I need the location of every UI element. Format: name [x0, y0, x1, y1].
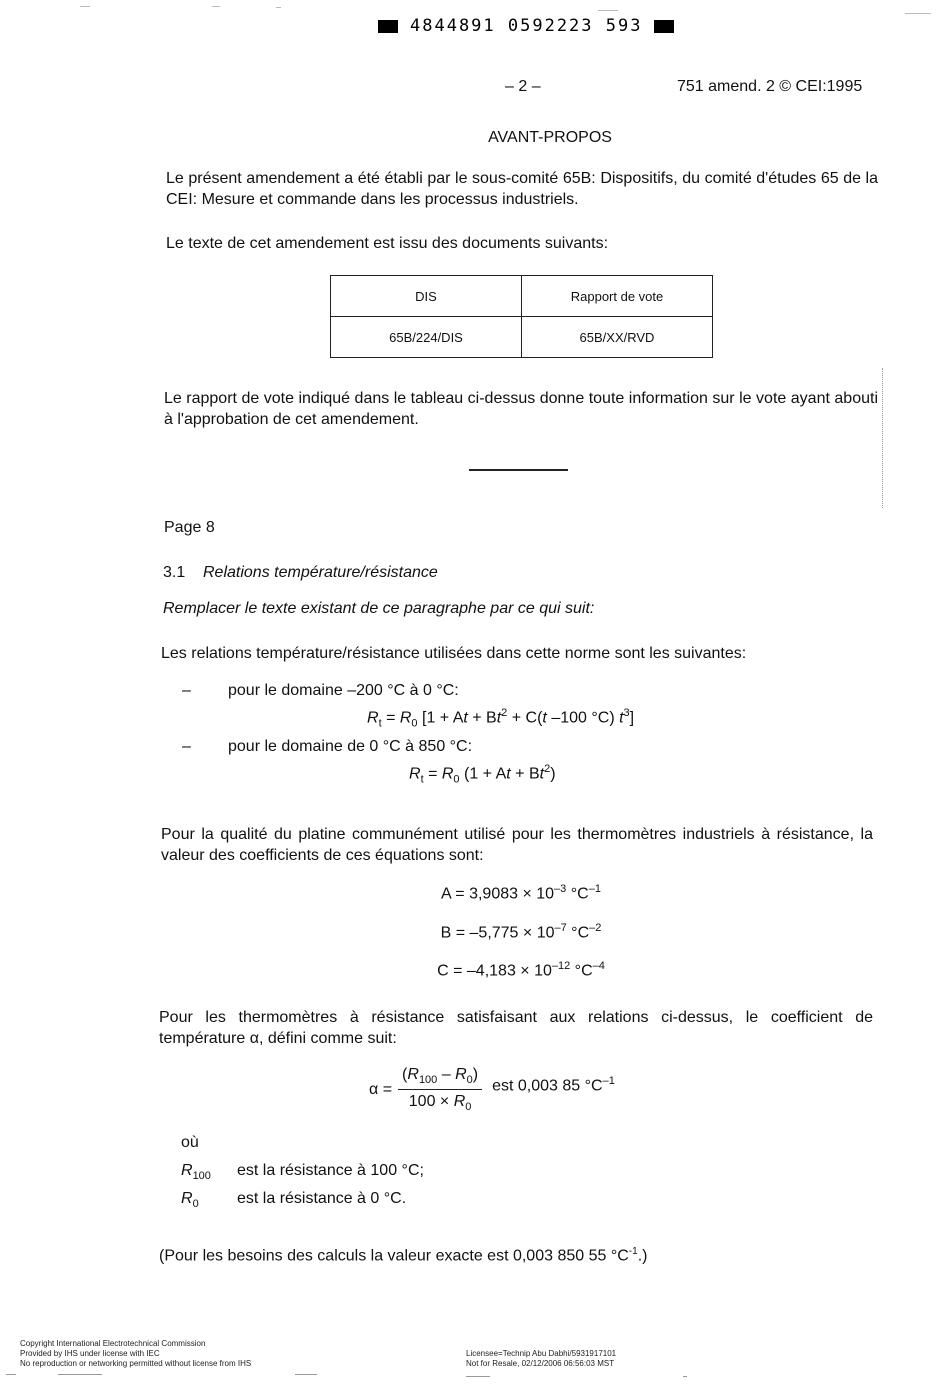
- equation-high-range: [409, 763, 556, 786]
- eq-superscript: 2: [501, 707, 508, 719]
- definition-symbol: [181, 1190, 237, 1210]
- page-number: – 2 –: [505, 78, 541, 95]
- eq-symbol: R: [399, 709, 412, 727]
- eq-symbol: R: [407, 1066, 419, 1083]
- exact-value-note: [159, 1246, 647, 1265]
- scan-speck: [80, 6, 90, 7]
- note-text: (Pour les besoins des calculs la valeur exacte est 0,003 850 55 °C: [159, 1247, 629, 1265]
- table-row: [331, 317, 713, 358]
- coefficient-c: [0, 960, 950, 980]
- eq-symbol: R: [181, 1162, 193, 1179]
- eq-text: (1 + A: [459, 765, 507, 783]
- eq-symbol: R: [455, 1066, 467, 1083]
- eq-symbol: t: [506, 765, 511, 783]
- alpha-fraction: [398, 1066, 482, 1113]
- eq-text: ): [550, 765, 556, 783]
- barcode-block-left: [378, 20, 398, 33]
- alpha-result: [492, 1075, 615, 1095]
- coef-name: B: [440, 924, 452, 942]
- eq-text: + C(: [507, 709, 543, 727]
- section-divider: [469, 469, 568, 471]
- scan-speck: [905, 13, 931, 14]
- section-number: 3.1: [163, 564, 186, 581]
- footer-line: Copyright International Electrotechnical Commission: [20, 1339, 206, 1348]
- scan-margin-artifact: [882, 368, 884, 508]
- eq-symbol: R: [181, 1190, 193, 1207]
- note-text: .): [637, 1247, 648, 1265]
- documents-table: [330, 275, 713, 358]
- coef-value: = 3,9083 × 10: [450, 885, 555, 903]
- table-header-cell: DIS: [331, 276, 522, 317]
- eq-text: + B: [467, 709, 497, 727]
- fraction-denominator: [409, 1090, 472, 1113]
- barcode-text: 4844891 0592223 593: [410, 16, 643, 36]
- eq-symbol: R: [409, 765, 421, 783]
- coef-exponent: –7: [554, 922, 567, 934]
- eq-subscript: 0: [192, 1198, 199, 1211]
- footer-line: No reproduction or networking permitted without license from IHS: [20, 1359, 252, 1368]
- list-dash: –: [182, 682, 191, 699]
- coef-value: = –4,183 × 10: [448, 962, 552, 980]
- note-exponent: -1: [628, 1246, 638, 1257]
- scan-speck: [295, 1374, 317, 1375]
- eq-subscript: 0: [453, 773, 460, 786]
- coef-name: A: [441, 885, 451, 903]
- list-dash: –: [182, 738, 191, 755]
- eq-subscript: t: [420, 773, 424, 786]
- eq-superscript: 2: [544, 763, 551, 775]
- where-label: où: [181, 1134, 199, 1151]
- eq-symbol: t: [619, 709, 624, 727]
- eq-symbol: R: [453, 1093, 466, 1111]
- platinum-quality-paragraph: Pour la qualité du platine communément utilisé pour les thermomètres industriels à résistance, la valeur des coefficients de ces équations sont:: [161, 826, 873, 864]
- footer-line: Provided by IHS under license with IEC: [20, 1349, 160, 1358]
- foreword-heading: AVANT-PROPOS: [488, 129, 612, 146]
- alpha-lhs: α =: [369, 1080, 393, 1098]
- eq-text: (: [402, 1066, 408, 1083]
- eq-subscript: t: [378, 717, 382, 730]
- coefficient-a: [0, 883, 950, 903]
- definition-symbol: [181, 1162, 237, 1182]
- eq-text: –100 °C): [546, 709, 620, 727]
- license-footer: [466, 1349, 616, 1369]
- list-item-label: pour le domaine –200 °C à 0 °C:: [228, 682, 459, 699]
- eq-text: =: [423, 765, 442, 783]
- coef-value: = –5,775 × 10: [451, 924, 555, 942]
- eq-symbol: R: [367, 709, 379, 727]
- eq-subscript: 0: [466, 1074, 473, 1087]
- eq-text: ]: [629, 709, 635, 727]
- eq-subscript: 100: [192, 1170, 211, 1183]
- foreword-paragraph-1: Le présent amendement a été établi par le sous-comité 65B: Dispositifs, du comité d'études 65 de la CEI: Mesure et commande dans les processus industriels.: [166, 170, 878, 208]
- eq-text: + B: [510, 765, 540, 783]
- eq-text: –: [437, 1066, 456, 1083]
- foreword-paragraph-2: Le texte de cet amendement est issu des documents suivants:: [166, 235, 609, 252]
- page-reference: Page 8: [164, 519, 215, 536]
- eq-text: [1 + A: [417, 709, 464, 727]
- coef-unit: °C: [566, 885, 589, 903]
- scan-speck: [598, 10, 618, 11]
- scan-speck: [683, 1376, 687, 1377]
- eq-text: =: [381, 709, 400, 727]
- scan-speck: [6, 1374, 16, 1375]
- eq-superscript: 3: [623, 707, 630, 719]
- definition-text: est la résistance à 100 °C;: [237, 1162, 424, 1179]
- scan-speck: [466, 1376, 490, 1377]
- definition-r100: [181, 1162, 424, 1182]
- eq-symbol: R: [441, 765, 454, 783]
- relations-intro: Les relations température/résistance utilisées dans cette norme sont les suivantes:: [161, 645, 747, 662]
- coef-exponent: –12: [551, 960, 571, 972]
- footer-line: Licensee=Technip Abu Dabhi/5931917101: [466, 1349, 617, 1358]
- eq-subscript: 0: [411, 717, 418, 730]
- table-cell: 65B/224/DIS: [331, 317, 522, 358]
- coef-unit-exponent: –4: [592, 960, 605, 972]
- copyright-footer: [20, 1339, 251, 1369]
- eq-symbol: t: [539, 765, 545, 783]
- scan-speck: [58, 1374, 102, 1375]
- coef-unit-exponent: –1: [588, 883, 601, 895]
- section-title: Relations température/résistance: [203, 564, 438, 581]
- footer-line: Not for Resale, 02/12/2006 06:56:03 MST: [466, 1359, 615, 1368]
- scan-speck: [212, 6, 220, 7]
- document-barcode: [378, 16, 674, 36]
- section-heading: [163, 564, 438, 582]
- eq-symbol: t: [496, 709, 502, 727]
- list-item-label: pour le domaine de 0 °C à 850 °C:: [228, 738, 473, 755]
- list-item: [182, 682, 459, 700]
- eq-symbol: t: [463, 709, 468, 727]
- coefficient-b: [0, 922, 950, 942]
- replacement-instruction: Remplacer le texte existant de ce paragraphe par ce qui suit:: [163, 600, 595, 617]
- eq-subscript: 100: [418, 1074, 438, 1087]
- coef-exponent: –3: [554, 883, 567, 895]
- fraction-numerator: [398, 1066, 482, 1090]
- coef-name: C: [437, 962, 449, 980]
- eq-text: est 0,003 85 °C: [492, 1076, 603, 1094]
- alpha-formula: [369, 1066, 615, 1113]
- definition-text: est la résistance à 0 °C.: [237, 1190, 407, 1207]
- coef-unit: °C: [570, 962, 593, 980]
- eq-text: ): [472, 1066, 479, 1083]
- standard-reference: 751 amend. 2 © CEI:1995: [677, 78, 863, 95]
- equation-low-range: [367, 707, 634, 730]
- eq-subscript: 0: [465, 1101, 472, 1114]
- barcode-block-right: [654, 20, 674, 33]
- list-item: [182, 738, 472, 756]
- coef-unit: °C: [566, 924, 590, 942]
- table-header-row: [331, 276, 713, 317]
- eq-superscript: –1: [602, 1074, 615, 1087]
- alpha-paragraph: Pour les thermomètres à résistance satisfaisant aux relations ci-dessus, le coefficient de température α, défini comme suit:: [159, 1009, 873, 1047]
- coef-unit-exponent: –2: [589, 922, 602, 934]
- definition-r0: [181, 1190, 406, 1210]
- table-cell: 65B/XX/RVD: [522, 317, 713, 358]
- table-header-cell: Rapport de vote: [522, 276, 713, 317]
- eq-symbol: t: [542, 709, 547, 727]
- eq-text: 100 ×: [408, 1093, 454, 1111]
- scan-speck: [276, 7, 281, 8]
- foreword-paragraph-3: Le rapport de vote indiqué dans le tableau ci-dessus donne toute information sur le vote ayant abouti à l'approbation de cet amendement.: [164, 390, 878, 428]
